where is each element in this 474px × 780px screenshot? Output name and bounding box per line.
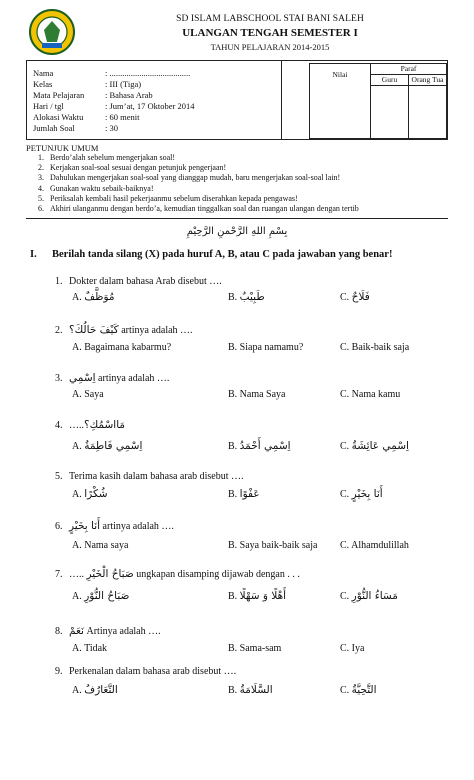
divider xyxy=(26,218,448,219)
option-a[interactable]: A. Saya xyxy=(72,389,104,400)
exam-title: ULANGAN TENGAH SEMESTER I xyxy=(182,27,358,39)
question-7: 7. ….. صَبَاحُ الْخَيْرِ ungkapan disamping dijawab dengan . . . xyxy=(55,568,300,580)
instruction-item: 3. Dahulukan mengerjakan soal-soal yang dianggap mudah, baru mengerjakan soal-soal lain! xyxy=(38,173,341,183)
identity-row-jumlah: Jumlah Soal : 30 xyxy=(33,123,118,133)
option-c[interactable]: C. مَسَاءُ النُّوْرِ xyxy=(340,590,398,602)
option-c[interactable]: C. أَنَا بِخَيْرٍ xyxy=(340,488,383,500)
question-2: 2. كَيْفَ حَالُكَ؟ artinya adalah …. xyxy=(55,324,193,336)
guru-header: Guru xyxy=(370,74,409,86)
identity-row-mapel: Mata Pelajaran : Bahasa Arab xyxy=(33,90,153,100)
divider xyxy=(281,61,282,140)
option-a[interactable]: A. اِسْمِي فَاطِمَةُ xyxy=(72,440,143,452)
school-logo xyxy=(28,8,76,56)
instruction-item: 4. Gunakan waktu sebaik-baiknya! xyxy=(38,183,154,193)
identity-row-hari: Hari / tgl : Jum’at, 17 Oktober 2014 xyxy=(33,101,195,111)
option-a[interactable]: A. التَّعَارُفُ xyxy=(72,684,118,696)
question-1: 1. Dokter dalam bahasa Arab disebut …. xyxy=(55,276,222,287)
academic-year: TAHUN PELAJARAN 2014-2015 xyxy=(210,42,330,52)
orang-tua-signature-cell[interactable] xyxy=(408,85,447,139)
question-6: 6. أَنَا بِخَيْرٍ artinya adalah …. xyxy=(55,520,174,532)
name-field[interactable]: : ...................................... xyxy=(105,68,191,78)
option-c[interactable]: C. فَلَاحٌ xyxy=(340,291,370,303)
identity-row-kelas: Kelas : III (Tiga) xyxy=(33,79,142,89)
option-c[interactable]: C. Iya xyxy=(340,643,365,654)
option-b[interactable]: B. أَهْلًا وَ سَهْلًا xyxy=(228,590,287,602)
option-c[interactable]: C. Nama kamu xyxy=(340,389,401,400)
instruction-item: 2. Kerjakan soal-soal sesuai dengan petunjuk pengerjaan! xyxy=(38,163,227,173)
instruction-item: 5. Periksalah kembali hasil pekerjaanmu sebelum diserahkan kepada pengawas! xyxy=(38,193,298,203)
option-b[interactable]: B. السَّلَامَةُ xyxy=(228,684,273,696)
option-b[interactable]: B. Saya baik-baik saja xyxy=(228,540,318,551)
paraf-header: Paraf xyxy=(370,63,447,75)
guru-signature-cell[interactable] xyxy=(370,85,409,139)
option-c[interactable]: C. اِسْمِي عَائِشَةُ xyxy=(340,440,409,452)
instruction-item: 1. Berdo’alah sebelum mengerjakan soal! xyxy=(38,153,176,162)
grade-box xyxy=(309,63,447,139)
option-b[interactable]: B. Siapa namamu? xyxy=(228,342,304,353)
option-c[interactable]: C. Alhamdulillah xyxy=(340,540,409,551)
identity-row-nama: Nama : ...................................... xyxy=(33,68,191,78)
option-a[interactable]: A. شُكْرًا xyxy=(72,488,108,500)
option-a[interactable]: A. Nama saya xyxy=(72,540,129,551)
option-b[interactable]: B. اِسْمِي أَحْمَدُ xyxy=(228,440,291,452)
question-5: 5. Terima kasih dalam bahasa arab disebut …. xyxy=(55,471,244,482)
option-c[interactable]: C. التَّحِيَّةُ xyxy=(340,684,377,696)
option-a[interactable]: A. مُوَظَّفٌ xyxy=(72,291,115,303)
orang-tua-header: Orang Tua xyxy=(408,74,447,86)
option-b[interactable]: B. Sama-sam xyxy=(228,643,282,654)
option-a[interactable]: A. Bagaimana kabarmu? xyxy=(72,342,172,353)
question-3: 3. اِسْمِي artinya adalah …. xyxy=(55,372,170,384)
option-b[interactable]: B. طَبِيْبٌ xyxy=(228,291,265,303)
instructions-title: PETUNJUK UMUM xyxy=(26,143,99,153)
section-heading: I. Berilah tanda silang (X) pada huruf A, B, atau C pada jawaban yang benar! xyxy=(30,249,393,260)
school-name: SD ISLAM LABSCHOOL STAI BANI SALEH xyxy=(176,14,364,24)
option-c[interactable]: C. Baik-baik saja xyxy=(340,342,410,353)
question-4: 4. …..مَااسْمُكِ؟ xyxy=(55,419,126,431)
student-identity-box xyxy=(26,60,448,140)
identity-row-waktu: Alokasi Waktu : 60 menit xyxy=(33,112,140,122)
instructions-list xyxy=(38,153,458,214)
score-cell[interactable]: Nilai xyxy=(309,63,371,139)
option-a[interactable]: A. Tidak xyxy=(72,643,108,654)
instruction-item: 6. Akhiri ulanganmu dengan berdo’a, kemudian tinggalkan soal dan ruangan ulangan dengan tertib xyxy=(38,204,359,214)
option-b[interactable]: B. Nama Saya xyxy=(228,389,286,400)
question-8: 8. نَعَمْ Artinya adalah …. xyxy=(55,625,161,637)
bismillah: بِسْمِ اللهِ الرَّحْمنِ الرَّحِيْمِ xyxy=(186,226,288,237)
question-9: 9. Perkenalan dalam bahasa arab disebut …. xyxy=(55,666,237,677)
option-a[interactable]: A. صَبَاحُ النُّوْرِ xyxy=(72,590,130,602)
option-b[interactable]: B. عَفْوًا xyxy=(228,488,260,500)
